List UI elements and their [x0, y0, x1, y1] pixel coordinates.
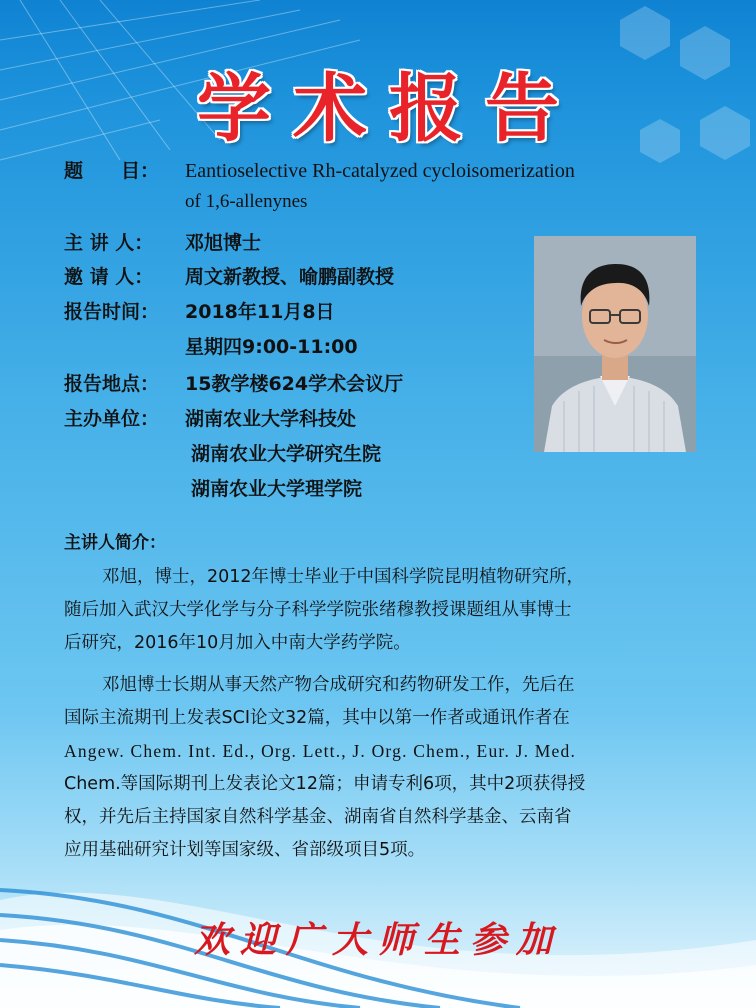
host-value-1: 湖南农业大学科技处 [185, 408, 357, 430]
bio-p1-line: 随后加入武汉大学化学与分子科学学院张绪穆教授课题组从事博士 [64, 600, 572, 620]
topic-row [64, 156, 575, 183]
bio-p2-line: 国际主流期刊上发表SCI论文32篇，其中以第一作者或通讯作者在 [64, 708, 570, 728]
topic-label: 题 目： [64, 160, 160, 182]
speaker-row [64, 228, 261, 255]
time-label: 报告时间： [64, 301, 160, 323]
bio-paragraph-1 [64, 561, 692, 660]
bio-p2-line: Chem.等国际期刊上发表论文12篇；申请专利6项，其中2项获得授 [64, 774, 586, 794]
bio-p2-line: 应用基础研究计划等国家级、省部级项目5项。 [64, 840, 426, 860]
place-row [64, 369, 403, 396]
bio-p1-line: 后研究，2016年10月加入中南大学药学院。 [64, 633, 411, 653]
time-value-line1: 2018年11月8日 [185, 301, 335, 323]
place-label: 报告地点： [64, 373, 160, 395]
speaker-photo [534, 236, 696, 452]
inviter-label: 邀 请 人： [64, 266, 154, 288]
topic-value-line2: of 1,6-allenynes [185, 191, 308, 212]
time-value-line2: 星期四9:00-11:00 [185, 336, 358, 358]
page-title: 学术报告 [197, 66, 581, 152]
place-value: 15教学楼624学术会议厅 [185, 373, 404, 395]
time-row [64, 297, 335, 324]
host-value-2: 湖南农业大学研究生院 [191, 443, 382, 465]
bio-p2-line: 邓旭博士长期从事天然产物合成研究和药物研发工作，先后在 [102, 675, 575, 695]
bio-p1-line: 邓旭，博士，2012年博士毕业于中国科学院昆明植物研究所， [102, 567, 585, 587]
speaker-label: 主 讲 人： [64, 232, 154, 254]
bio-p2-line: Angew. Chem. Int. Ed., Org. Lett., J. Org. Chem., Eur. J. Med. [64, 741, 577, 761]
speaker-value: 邓旭博士 [185, 232, 262, 254]
host-value-3: 湖南农业大学理学院 [191, 478, 363, 500]
host-label: 主办单位： [64, 408, 160, 430]
bio-paragraph-2 [64, 669, 692, 867]
bio-heading: 主讲人简介： [64, 533, 166, 553]
inviter-value: 周文新教授、喻鹏副教授 [185, 266, 395, 288]
host-row [64, 404, 356, 431]
topic-value-line1: Eantioselective Rh-catalyzed cycloisomerization [185, 160, 575, 182]
inviter-row [64, 262, 394, 289]
welcome-banner: 欢迎广大师生参加 [193, 919, 562, 961]
bio-p2-line: 权，并先后主持国家自然科学基金、湖南省自然科学基金、云南省 [64, 807, 572, 827]
speaker-portrait-icon [534, 236, 696, 452]
